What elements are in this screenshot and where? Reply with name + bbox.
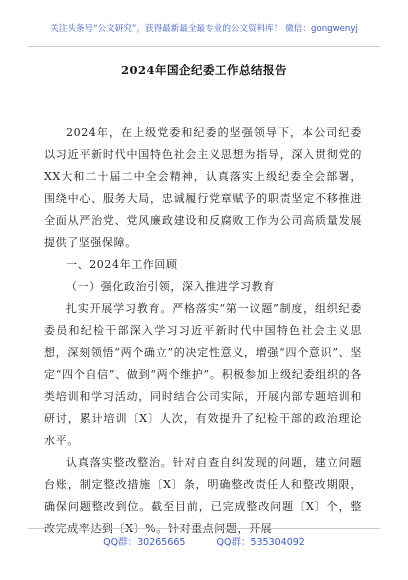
document-body xyxy=(44,122,362,540)
intro-paragraph: 2024年，在上级党委和纪委的坚强领导下，本公司纪委以习近平新时代中国特色社会主义思想为指导，深入贯彻党的XX大和二十届二中全会精神，认真落实上级纪委全会部署，围绕中心、服务大局，忠诚履行党章赋予的职责坚定不移推进全面从严治党、党风廉政建设和反腐败工作为公司高质量发展提供了坚强保障。 xyxy=(44,126,362,249)
footer-qq-group-1: QQ群：30265665 xyxy=(103,537,186,548)
document-title: 2024年国企纪委工作总结报告 xyxy=(120,63,287,77)
body-paragraph: 认真落实整改整治。针对自查自纠发现的问题，建立问题台账，制定整改措施〔X〕条，明确整改责任人和整改期限，确保问题整改到位。截至目前，已完成整改问题〔X〕个，整改完成率达到〔X〕%。针对重点问题，开展 xyxy=(44,456,362,535)
body-paragraph: 扎实开展学习教育。严格落实“第一议题”制度，组织纪委委员和纪检干部深入学习习近平新时代中国特色社会主义思想，深刻领悟“两个确立”的决定性意义，增强“四个意识”、坚定“四个自信”、做到“两个维护”。积极参加上级纪委组织的各类培训和学习活动，同时结合公司实际，开展内部专题培训和研讨，累计培训〔X〕人次，有效提升了纪检干部的政治理论水平。 xyxy=(44,302,362,447)
footer-qq-group-2: QQ群：535304092 xyxy=(216,537,305,548)
footer-divider xyxy=(28,528,380,529)
section-heading: 一、2024年工作回顾 xyxy=(66,258,178,271)
header-banner: 关注头条号“公文研究”，获得最新最全最专业的公文资料库！ 微信：gongwenyj xyxy=(50,24,358,34)
header-divider xyxy=(28,46,380,47)
subsection-heading: （一）强化政治引领，深入推进学习教育 xyxy=(66,280,275,293)
footer xyxy=(0,534,408,548)
